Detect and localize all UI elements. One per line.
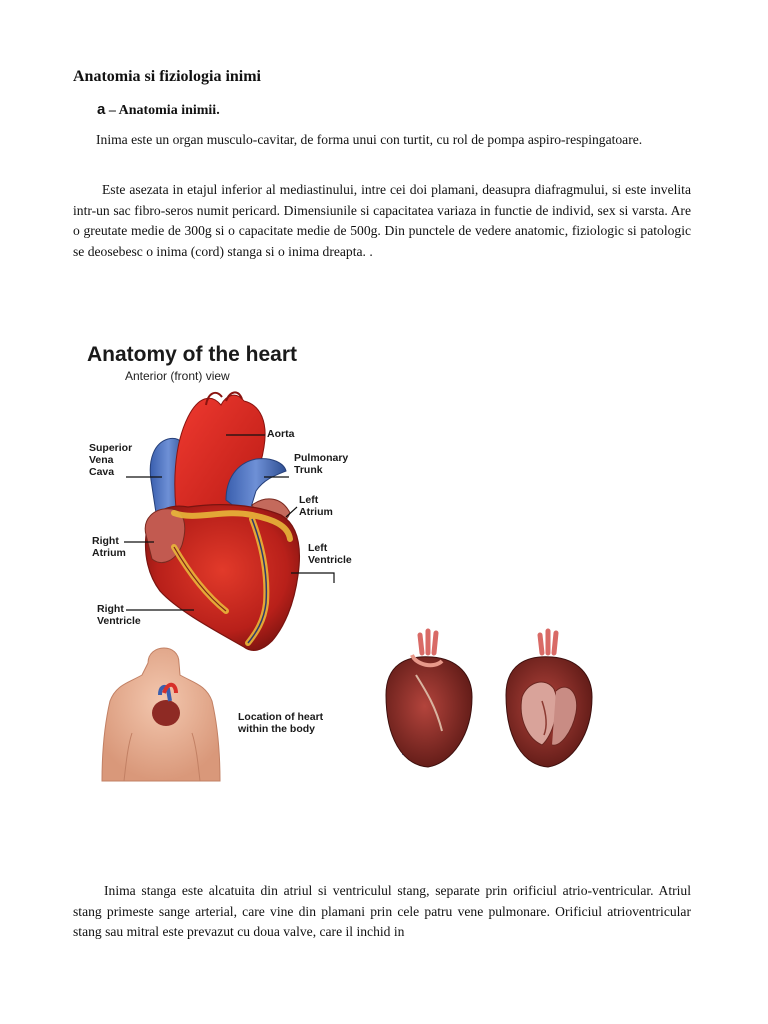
main-heart: [124, 392, 334, 650]
label-location: Location of heart within the body: [238, 711, 324, 735]
heart-anatomy-figure: [76, 335, 616, 787]
label-superior-vena-cava: Superior Vena Cava: [89, 442, 133, 478]
label-left-atrium: Left Atrium: [299, 494, 333, 518]
paragraph-3: [73, 881, 691, 943]
paragraph-1-text: Inima este un organ musculo-cavitar, de forma unui con turtit, cu rol de pompa aspiro-respingatoare.: [96, 132, 643, 147]
document-title: Anatomia si fiziologia inimi: [73, 68, 261, 85]
section-heading: [97, 101, 220, 119]
small-heart-exterior: [386, 631, 472, 767]
paragraph-2-text: Este asezata in etajul inferior al mediastinului, intre cei doi plamani, deasupra diafragmului, si este invelita intr-un sac fibro-seros numit pericard. Dimensiunile si capacitatea variaza in functie de individ, sex si varsta. Are o greutate medie de 300g si o capacitate medie de 500g. Din punctele de vedere anatomic, fiziologic si patologic se deosebesc o inima (cord) stanga si o inima dreapta. .: [73, 182, 691, 259]
label-aorta: Aorta: [267, 428, 295, 440]
paragraph-1: [73, 130, 691, 151]
label-left-ventricle: Left Ventricle: [308, 542, 352, 566]
label-right-atrium: Right Atrium: [92, 535, 126, 559]
label-pulmonary-trunk: Pulmonary Trunk: [294, 452, 349, 476]
small-heart-cross-section: [506, 631, 592, 767]
section-letter: a: [97, 101, 106, 118]
section-heading-text: Anatomia inimii.: [118, 103, 220, 118]
figure-title: Anatomy of the heart: [87, 343, 298, 366]
label-right-ventricle: Right Ventricle: [97, 603, 141, 627]
section-dash: –: [105, 103, 119, 118]
figure-subtitle: Anterior (front) view: [125, 369, 230, 383]
torso-illustration: [102, 648, 220, 781]
paragraph-2: [73, 180, 691, 262]
paragraph-3-text: Inima stanga este alcatuita din atriul si ventriculul stang, separate prin orificiul atrio-ventricular. Atriul stang primeste sange arterial, care vine din plamani prin cele patru vene pulmonare. Orificiul atrioventricular stang sau mitral este prevazut cu doua valve, care il inchid in: [73, 883, 691, 939]
